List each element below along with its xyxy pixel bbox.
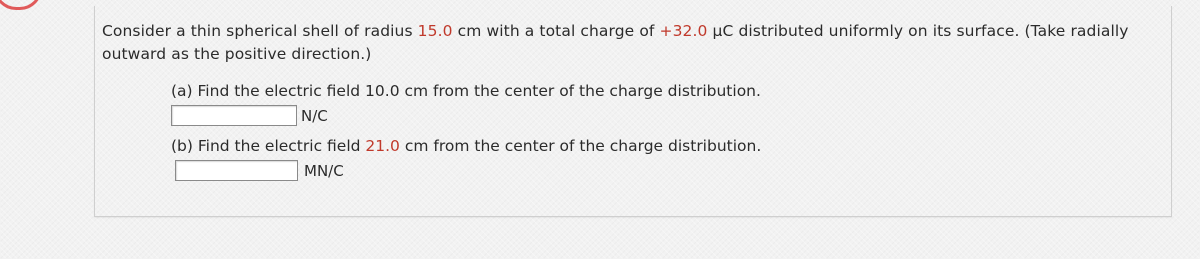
part-b-distance: 21.0 — [365, 137, 400, 155]
question-text — [102, 20, 1162, 66]
part-b-prompt — [171, 136, 761, 156]
part-b-unit-label: MN/C — [304, 162, 344, 180]
part-b-text: (b) Find the electric field — [171, 137, 366, 155]
part-a-text: cm from the center of the charge distribution. — [399, 82, 761, 100]
part-a-distance: 10.0 — [365, 82, 400, 100]
part-a-unit-label: N/C — [301, 107, 328, 125]
part-b-answer-input[interactable] — [175, 160, 298, 181]
question-text-part: μC distributed uniformly on its surface. (Take radially outward as the positive direction.) — [102, 22, 1129, 63]
part-a-answer-input[interactable] — [171, 105, 297, 126]
radius-value: 15.0 — [417, 22, 453, 40]
question-text-part: cm with a total charge of — [452, 22, 660, 40]
part-a-text: (a) Find the electric field — [171, 82, 366, 100]
part-b-text: cm from the center of the charge distribution. — [399, 137, 762, 155]
status-ring-icon — [0, 0, 42, 10]
question-text-part: Consider a thin spherical shell of radius — [102, 22, 418, 40]
part-a-prompt — [171, 81, 761, 101]
charge-value: +32.0 — [659, 22, 708, 40]
